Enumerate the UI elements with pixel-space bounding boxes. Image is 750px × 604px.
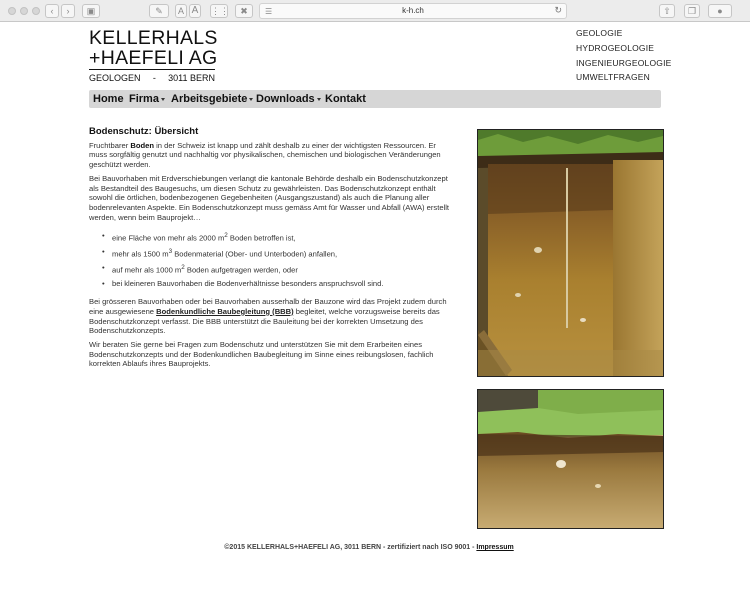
impressum-link[interactable]: Impressum xyxy=(476,544,514,551)
tabs-icon[interactable]: ❐ xyxy=(684,4,700,18)
list-item-unit: 2 xyxy=(224,232,228,240)
bbb-text-start: Bei grösseren Bauvorhaben oder bei Bauvorhaben ausserhalb der Bauzone wird das Projekt zudem durch eine ausgewiesene xyxy=(89,297,447,316)
url-text: k-h.ch xyxy=(402,6,424,15)
chevron-down-icon xyxy=(249,98,253,101)
logo-line-1[interactable]: KELLERHALS xyxy=(89,27,218,49)
page-title: Bodenschutz: Übersicht xyxy=(89,126,199,137)
address-bar[interactable] xyxy=(259,3,567,19)
browser-toolbar xyxy=(0,0,750,22)
intro-text-end: in der Schweiz ist knapp und zählt deshalb zu einer der wichtigsten Ressourcen. Er muss sorgfältig genutzt und nachhaltig vor physikalischen, chemischen und biologischen Veränderungen geschützt werden. xyxy=(89,140,441,170)
bbb-text-end: begleitet, welche vorzugsweise bereits das Bodenschutzkonzept verfasst. Die BBB unterstützt die Bauleitung bei der korrekten Umsetzung des Bodenschutzkonzepts. xyxy=(89,306,440,336)
downloads-icon[interactable]: ● xyxy=(708,4,732,18)
nav-arbeitsgebiete[interactable] xyxy=(171,93,253,105)
topic-link-ingenieurgeologie[interactable]: INGENIEURGEOLOGIE xyxy=(576,57,672,68)
sidebar-icon[interactable]: ▣ xyxy=(82,4,100,18)
topic-link-hydrogeologie[interactable]: HYDROGEOLOGIE xyxy=(576,42,655,53)
intro-paragraph xyxy=(89,141,451,170)
logo-sub-left: GEOLOGEN xyxy=(89,73,141,83)
share-sheet-icon[interactable]: ✎ xyxy=(149,4,169,18)
list-item-text: mehr als 1500 m xyxy=(112,249,169,259)
forward-icon[interactable]: › xyxy=(61,4,75,18)
list-item-text-end: Bodenmaterial (Ober- und Unterboden) anfallen, xyxy=(172,249,338,259)
logo-sub-dash: - xyxy=(152,73,156,83)
nav-kontakt[interactable] xyxy=(325,93,366,105)
chevron-down-icon xyxy=(317,98,321,101)
criteria-list xyxy=(89,231,451,289)
main-nav xyxy=(89,90,661,108)
topic-link-umweltfragen[interactable]: UMWELTFRAGEN xyxy=(576,72,651,83)
intro-bold-term: Boden xyxy=(130,140,154,150)
reader-lines-icon[interactable]: ☰ xyxy=(265,7,273,16)
list-item-text: auf mehr als 1000 m xyxy=(112,265,182,275)
list-item-text-end: Boden betroffen ist, xyxy=(227,233,296,243)
soil-profile-image xyxy=(478,130,663,376)
nav-firma[interactable] xyxy=(129,93,165,105)
chevron-down-icon xyxy=(161,98,165,101)
logo-rule xyxy=(89,69,215,70)
list-item-text-end: Boden aufgetragen werden, oder xyxy=(184,265,298,275)
nav-kontakt-label: Kontakt xyxy=(325,93,366,105)
list-item-unit: 2 xyxy=(181,264,185,272)
nav-downloads[interactable] xyxy=(256,93,321,105)
minimize-window-icon[interactable] xyxy=(20,7,28,15)
main-content xyxy=(89,127,451,373)
list-item-unit: 3 xyxy=(168,248,173,256)
share-icon[interactable]: ⇧ xyxy=(659,4,675,18)
list-item xyxy=(89,263,451,275)
intro-text-start: Fruchtbarer xyxy=(89,140,131,150)
nav-home[interactable] xyxy=(93,93,124,105)
logo-sub-right: 3011 BERN xyxy=(168,73,215,83)
nav-downloads-label: Downloads xyxy=(256,93,315,105)
footer-copyright: ©2015 KELLERHALS+HAEFELI AG, 3011 BERN - zertifiziert nach ISO 9001 - xyxy=(224,544,477,551)
reload-icon[interactable]: ↻ xyxy=(554,5,562,15)
logo-line-2[interactable]: +HAEFELI AG xyxy=(89,47,218,69)
list-item xyxy=(89,279,451,289)
zoom-window-icon[interactable] xyxy=(32,7,40,15)
list-item-text: eine Fläche von mehr als 2000 m xyxy=(112,233,225,243)
nav-home-label: Home xyxy=(93,93,124,105)
concept-paragraph: Bei Bauvorhaben mit Erdverschiebungen verlangt die kantonale Behörde deshalb ein Bodenschutzkonzept als Bestandteil des Baugesuchs, um diesen Schutz zu gewährleisten. Das Bodenschutzkonzept enthält sowohl die örtlichen, bodenbezogenen Gegebenheiten (Ausgangszustand) als auch die Planung aller bodenrelevanten Aspekte. Ein Bodenschutzkonzept muss gemäss Amt für Wasser und Abfall (AWA) erstellt werden, wenn beim Bauprojekt… xyxy=(89,173,450,222)
soil-profile-photo xyxy=(477,129,664,377)
back-icon[interactable]: ‹ xyxy=(45,4,59,18)
list-item xyxy=(89,231,451,243)
list-item xyxy=(89,247,451,259)
soil-bank-image xyxy=(478,390,663,528)
bbb-link[interactable]: Bodenkundliche Baubegleitung (BBB) xyxy=(156,306,294,316)
nav-arbeitsgebiete-label: Arbeitsgebiete xyxy=(171,93,248,105)
font-larger-button[interactable]: A xyxy=(189,4,201,18)
footer xyxy=(0,544,738,551)
bbb-paragraph xyxy=(89,297,451,336)
close-window-icon[interactable] xyxy=(8,7,16,15)
logo-subtitle xyxy=(89,73,215,83)
reader-icon[interactable]: ✖ xyxy=(235,4,253,18)
consulting-paragraph: Wir beraten Sie gerne bei Fragen zum Bodenschutz und unterstützen Sie mit dem Erarbeiten eines Bodenschutzkonzepts und der Bodenkundlichen Baubegleitung im Sinne eines reibungslosen, fachlich korrekten Ablaufs ihres Bauprojekts. xyxy=(89,339,434,369)
topic-link-geologie[interactable]: GEOLOGIE xyxy=(576,28,623,38)
list-item-text: bei kleineren Bauvorhaben die Bodenverhältnisse besonders anspruchsvoll sind. xyxy=(112,279,384,289)
nav-firma-label: Firma xyxy=(129,93,159,105)
topic-links xyxy=(576,28,672,87)
font-smaller-button[interactable]: A xyxy=(175,4,187,18)
grid-icon[interactable]: ⋮⋮ xyxy=(211,6,229,16)
soil-bank-photo xyxy=(477,389,664,529)
